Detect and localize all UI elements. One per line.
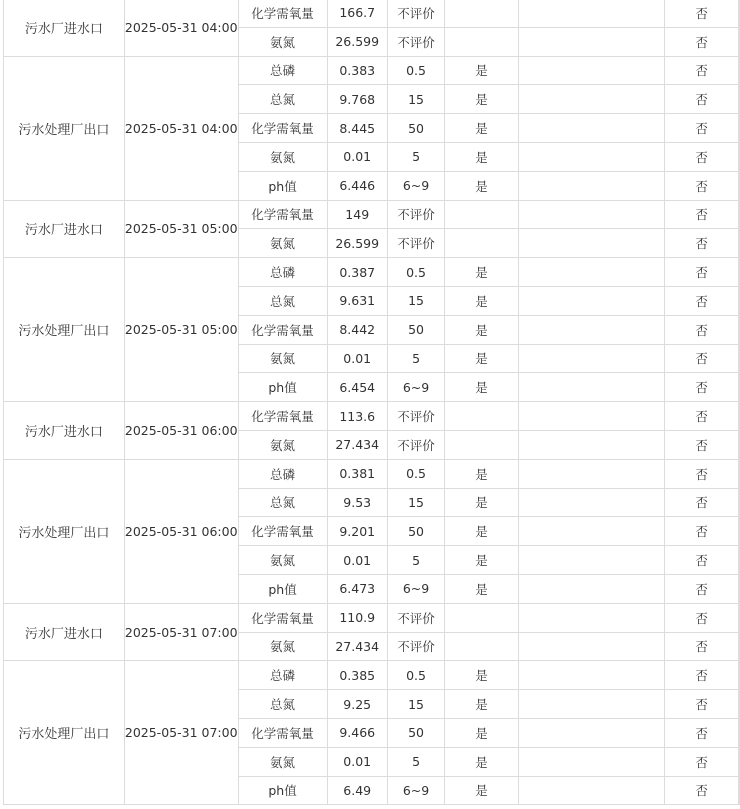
cell-remark [739, 85, 740, 114]
cell-parameter: 化学需氧量 [238, 517, 327, 546]
cell-exceeded: 否 [665, 517, 739, 546]
cell-parameter: 氨氮 [238, 430, 327, 459]
cell-parameter: ph值 [238, 171, 327, 200]
cell-limit: 5 [387, 344, 444, 373]
cell-standard-met [445, 603, 519, 632]
cell-value: 149 [327, 200, 387, 229]
cell-remark [739, 776, 740, 805]
cell-value: 0.387 [327, 258, 387, 287]
cell-site: 污水厂进水口 [4, 603, 125, 661]
cell-empty [518, 85, 664, 114]
cell-limit: 15 [387, 488, 444, 517]
cell-exceeded: 否 [665, 402, 739, 431]
cell-standard-met: 是 [445, 517, 519, 546]
cell-empty [518, 229, 664, 258]
cell-time: 2025-05-31 07:00 [124, 603, 238, 661]
cell-standard-met [445, 632, 519, 661]
cell-exceeded: 否 [665, 776, 739, 805]
monitoring-table-container [3, 0, 740, 805]
cell-limit: 5 [387, 546, 444, 575]
cell-parameter: 氨氮 [238, 747, 327, 776]
cell-remark [739, 200, 740, 229]
cell-remark [739, 430, 740, 459]
cell-exceeded: 否 [665, 373, 739, 402]
table-row [4, 603, 740, 632]
cell-standard-met: 是 [445, 776, 519, 805]
cell-exceeded: 否 [665, 718, 739, 747]
cell-value: 8.442 [327, 315, 387, 344]
cell-empty [518, 430, 664, 459]
cell-remark [739, 690, 740, 719]
cell-time: 2025-05-31 06:00 [124, 459, 238, 603]
cell-standard-met [445, 430, 519, 459]
cell-value: 27.434 [327, 430, 387, 459]
cell-standard-met: 是 [445, 661, 519, 690]
cell-limit: 不评价 [387, 402, 444, 431]
cell-remark [739, 0, 740, 27]
cell-value: 9.768 [327, 85, 387, 114]
cell-exceeded: 否 [665, 229, 739, 258]
cell-remark [739, 315, 740, 344]
cell-value: 0.381 [327, 459, 387, 488]
cell-parameter: 总磷 [238, 56, 327, 85]
cell-value: 9.53 [327, 488, 387, 517]
cell-exceeded: 否 [665, 27, 739, 56]
cell-standard-met: 是 [445, 690, 519, 719]
cell-value: 9.201 [327, 517, 387, 546]
cell-parameter: 化学需氧量 [238, 603, 327, 632]
cell-time: 2025-05-31 04:00 [124, 0, 238, 56]
cell-remark [739, 258, 740, 287]
cell-parameter: 总氮 [238, 85, 327, 114]
cell-remark [739, 344, 740, 373]
cell-standard-met [445, 27, 519, 56]
cell-exceeded: 否 [665, 661, 739, 690]
cell-value: 0.01 [327, 546, 387, 575]
cell-empty [518, 315, 664, 344]
table-row [4, 459, 740, 488]
cell-time: 2025-05-31 05:00 [124, 258, 238, 402]
cell-exceeded: 否 [665, 488, 739, 517]
cell-site: 污水处理厂出口 [4, 56, 125, 200]
table-row [4, 258, 740, 287]
cell-parameter: 氨氮 [238, 229, 327, 258]
cell-remark [739, 603, 740, 632]
cell-limit: 0.5 [387, 459, 444, 488]
cell-empty [518, 517, 664, 546]
cell-limit: 6~9 [387, 373, 444, 402]
cell-empty [518, 258, 664, 287]
cell-empty [518, 603, 664, 632]
cell-time: 2025-05-31 04:00 [124, 56, 238, 200]
cell-value: 26.599 [327, 27, 387, 56]
cell-time: 2025-05-31 07:00 [124, 661, 238, 805]
cell-empty [518, 459, 664, 488]
cell-site: 污水厂进水口 [4, 0, 125, 56]
cell-standard-met: 是 [445, 56, 519, 85]
cell-site: 污水处理厂出口 [4, 661, 125, 805]
cell-parameter: 氨氮 [238, 344, 327, 373]
cell-remark [739, 114, 740, 143]
cell-exceeded: 否 [665, 747, 739, 776]
cell-limit: 不评价 [387, 603, 444, 632]
cell-parameter: 总氮 [238, 286, 327, 315]
cell-remark [739, 402, 740, 431]
cell-standard-met: 是 [445, 142, 519, 171]
cell-limit: 5 [387, 142, 444, 171]
cell-limit: 不评价 [387, 430, 444, 459]
cell-exceeded: 否 [665, 690, 739, 719]
cell-site: 污水处理厂出口 [4, 459, 125, 603]
cell-limit: 不评价 [387, 632, 444, 661]
cell-exceeded: 否 [665, 315, 739, 344]
cell-remark [739, 661, 740, 690]
cell-limit: 5 [387, 747, 444, 776]
cell-remark [739, 373, 740, 402]
cell-parameter: 氨氮 [238, 142, 327, 171]
table-row [4, 661, 740, 690]
cell-empty [518, 574, 664, 603]
cell-limit: 15 [387, 690, 444, 719]
cell-parameter: 总磷 [238, 459, 327, 488]
cell-site: 污水处理厂出口 [4, 258, 125, 402]
cell-exceeded: 否 [665, 344, 739, 373]
cell-limit: 不评价 [387, 229, 444, 258]
cell-exceeded: 否 [665, 114, 739, 143]
cell-parameter: 氨氮 [238, 27, 327, 56]
cell-value: 0.01 [327, 142, 387, 171]
cell-exceeded: 否 [665, 56, 739, 85]
cell-standard-met [445, 0, 519, 27]
cell-empty [518, 402, 664, 431]
table-body [4, 0, 740, 805]
cell-value: 0.01 [327, 344, 387, 373]
cell-remark [739, 229, 740, 258]
cell-empty [518, 488, 664, 517]
cell-parameter: 总磷 [238, 258, 327, 287]
cell-parameter: ph值 [238, 574, 327, 603]
cell-site: 污水厂进水口 [4, 200, 125, 258]
cell-standard-met: 是 [445, 488, 519, 517]
cell-remark [739, 286, 740, 315]
cell-exceeded: 否 [665, 258, 739, 287]
cell-limit: 50 [387, 517, 444, 546]
table-row [4, 0, 740, 27]
cell-empty [518, 142, 664, 171]
cell-exceeded: 否 [665, 459, 739, 488]
cell-remark [739, 574, 740, 603]
monitoring-data-table [3, 0, 740, 805]
cell-standard-met: 是 [445, 286, 519, 315]
cell-exceeded: 否 [665, 632, 739, 661]
cell-empty [518, 114, 664, 143]
cell-parameter: 化学需氧量 [238, 718, 327, 747]
cell-exceeded: 否 [665, 85, 739, 114]
cell-time: 2025-05-31 05:00 [124, 200, 238, 258]
cell-standard-met: 是 [445, 574, 519, 603]
cell-exceeded: 否 [665, 546, 739, 575]
cell-parameter: 总磷 [238, 661, 327, 690]
cell-value: 9.466 [327, 718, 387, 747]
cell-standard-met: 是 [445, 315, 519, 344]
cell-limit: 0.5 [387, 661, 444, 690]
cell-empty [518, 56, 664, 85]
cell-remark [739, 56, 740, 85]
cell-parameter: 化学需氧量 [238, 0, 327, 27]
cell-empty [518, 661, 664, 690]
cell-empty [518, 632, 664, 661]
cell-empty [518, 747, 664, 776]
cell-parameter: 化学需氧量 [238, 315, 327, 344]
cell-remark [739, 171, 740, 200]
cell-limit: 6~9 [387, 574, 444, 603]
cell-limit: 6~9 [387, 171, 444, 200]
cell-standard-met [445, 229, 519, 258]
cell-empty [518, 200, 664, 229]
cell-limit: 0.5 [387, 56, 444, 85]
cell-exceeded: 否 [665, 142, 739, 171]
cell-value: 6.473 [327, 574, 387, 603]
cell-limit: 0.5 [387, 258, 444, 287]
cell-standard-met [445, 200, 519, 229]
cell-value: 166.7 [327, 0, 387, 27]
cell-parameter: ph值 [238, 776, 327, 805]
cell-standard-met: 是 [445, 344, 519, 373]
cell-limit: 6~9 [387, 776, 444, 805]
cell-standard-met [445, 402, 519, 431]
cell-value: 0.383 [327, 56, 387, 85]
cell-standard-met: 是 [445, 258, 519, 287]
cell-standard-met: 是 [445, 718, 519, 747]
cell-empty [518, 344, 664, 373]
cell-remark [739, 27, 740, 56]
cell-standard-met: 是 [445, 459, 519, 488]
table-row [4, 200, 740, 229]
cell-remark [739, 718, 740, 747]
cell-value: 8.445 [327, 114, 387, 143]
cell-value: 0.01 [327, 747, 387, 776]
cell-exceeded: 否 [665, 603, 739, 632]
cell-empty [518, 718, 664, 747]
cell-remark [739, 517, 740, 546]
cell-standard-met: 是 [445, 85, 519, 114]
cell-site: 污水厂进水口 [4, 402, 125, 460]
cell-parameter: 化学需氧量 [238, 200, 327, 229]
cell-time: 2025-05-31 06:00 [124, 402, 238, 460]
cell-parameter: 总氮 [238, 488, 327, 517]
cell-standard-met: 是 [445, 171, 519, 200]
cell-parameter: 化学需氧量 [238, 402, 327, 431]
cell-value: 6.49 [327, 776, 387, 805]
cell-standard-met: 是 [445, 747, 519, 776]
cell-empty [518, 776, 664, 805]
cell-empty [518, 690, 664, 719]
cell-remark [739, 632, 740, 661]
cell-remark [739, 459, 740, 488]
cell-parameter: 化学需氧量 [238, 114, 327, 143]
cell-value: 110.9 [327, 603, 387, 632]
cell-exceeded: 否 [665, 286, 739, 315]
cell-limit: 不评价 [387, 200, 444, 229]
cell-remark [739, 488, 740, 517]
cell-exceeded: 否 [665, 430, 739, 459]
cell-empty [518, 286, 664, 315]
cell-empty [518, 373, 664, 402]
cell-parameter: 氨氮 [238, 632, 327, 661]
cell-limit: 50 [387, 718, 444, 747]
cell-empty [518, 27, 664, 56]
cell-remark [739, 747, 740, 776]
cell-limit: 50 [387, 114, 444, 143]
cell-exceeded: 否 [665, 0, 739, 27]
cell-standard-met: 是 [445, 373, 519, 402]
cell-limit: 15 [387, 286, 444, 315]
cell-standard-met: 是 [445, 546, 519, 575]
cell-parameter: 氨氮 [238, 546, 327, 575]
cell-value: 9.25 [327, 690, 387, 719]
cell-value: 113.6 [327, 402, 387, 431]
cell-limit: 50 [387, 315, 444, 344]
cell-empty [518, 0, 664, 27]
cell-exceeded: 否 [665, 574, 739, 603]
table-row [4, 56, 740, 85]
cell-remark [739, 142, 740, 171]
cell-limit: 不评价 [387, 0, 444, 27]
cell-value: 6.454 [327, 373, 387, 402]
cell-limit: 不评价 [387, 27, 444, 56]
cell-empty [518, 546, 664, 575]
cell-value: 26.599 [327, 229, 387, 258]
cell-value: 27.434 [327, 632, 387, 661]
cell-value: 6.446 [327, 171, 387, 200]
table-row [4, 402, 740, 431]
cell-exceeded: 否 [665, 171, 739, 200]
cell-remark [739, 546, 740, 575]
cell-limit: 15 [387, 85, 444, 114]
cell-parameter: ph值 [238, 373, 327, 402]
cell-empty [518, 171, 664, 200]
cell-parameter: 总氮 [238, 690, 327, 719]
cell-value: 0.385 [327, 661, 387, 690]
cell-standard-met: 是 [445, 114, 519, 143]
cell-exceeded: 否 [665, 200, 739, 229]
cell-value: 9.631 [327, 286, 387, 315]
